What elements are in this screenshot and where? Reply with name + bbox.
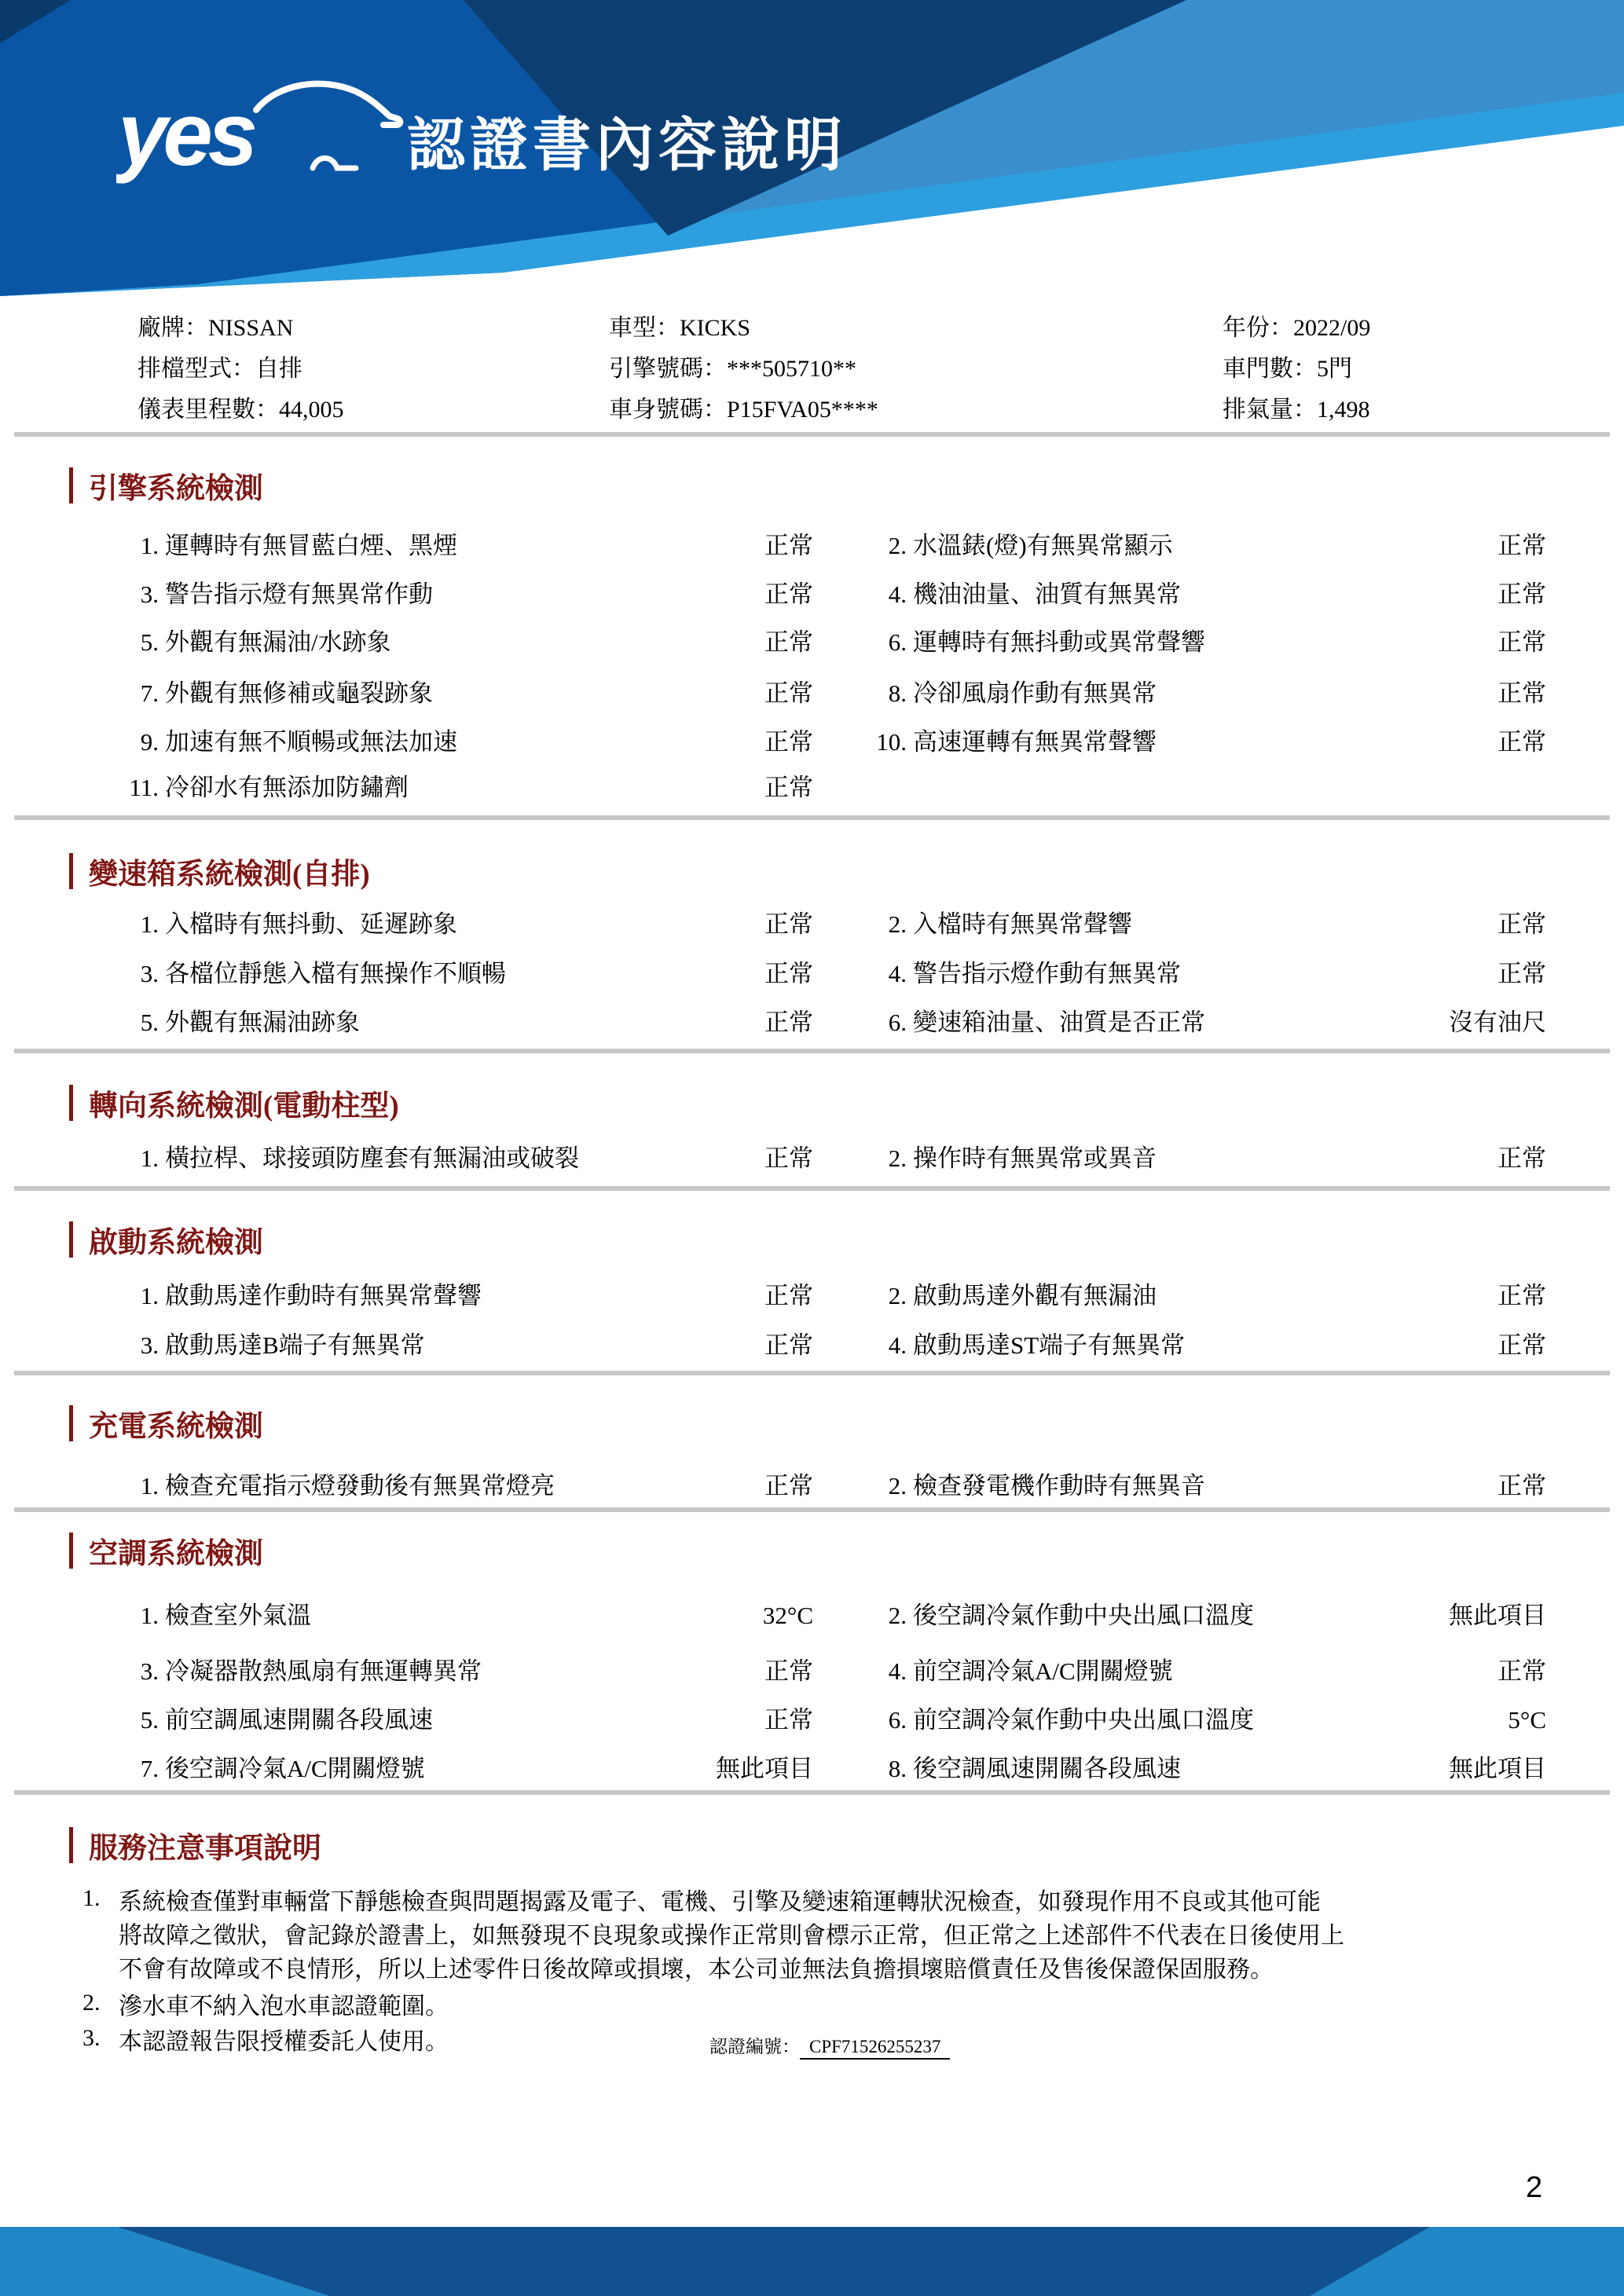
section-title-text: 變速箱系統檢測(自排)	[89, 859, 370, 891]
item-label: 啟動馬達B端子有無異常	[165, 1331, 425, 1359]
item-label: 高速運轉有無異常聲響	[913, 728, 1157, 756]
item-value: 正常	[764, 1657, 813, 1685]
item-number: 7.	[140, 679, 159, 707]
inspection-item	[866, 577, 1546, 612]
note-item	[82, 1990, 1560, 2023]
inspection-item	[866, 529, 1546, 563]
inspection-item	[866, 1703, 1546, 1738]
item-number: 3.	[140, 1657, 159, 1685]
cert-number-label: 認證編號：	[709, 2037, 800, 2056]
item-number: 2.	[888, 1282, 907, 1309]
section-title-bar	[69, 1221, 73, 1258]
item-number: 4.	[888, 960, 907, 987]
inspection-item	[118, 1141, 813, 1176]
section-title-engine	[69, 467, 263, 504]
inspection-row	[118, 957, 1546, 991]
item-value: 正常	[1498, 1472, 1546, 1500]
inspection-item	[118, 725, 813, 760]
item-label: 警告指示燈作動有無異常	[913, 960, 1181, 987]
info-line: 年份：2022/09	[1223, 315, 1371, 341]
item-number: 11.	[129, 774, 159, 801]
section-title-bar	[69, 1532, 73, 1569]
inspection-row	[118, 1752, 1546, 1786]
item-value: 正常	[764, 1706, 813, 1734]
item-label: 外觀有無漏油/水跡象	[165, 628, 391, 656]
item-label: 後空調冷氣A/C開關燈號	[165, 1755, 425, 1782]
separator	[14, 815, 1610, 820]
note-item	[82, 1885, 1560, 1987]
inspection-row	[118, 1005, 1546, 1040]
item-label: 加速有無不順暢或無法加速	[165, 728, 457, 756]
section-title-transmission	[69, 852, 370, 890]
inspection-item	[118, 957, 813, 991]
note-line: 不會有故障或不良情形，所以上述零件日後故障或損壞，本公司並無法負擔損壞賠償責任及售後保證保固服務。	[119, 1957, 1274, 1983]
item-label: 運轉時有無抖動或異常聲響	[913, 628, 1205, 656]
item-number: 5.	[140, 1706, 159, 1734]
item-label: 操作時有無異常或異音	[913, 1144, 1157, 1172]
item-label: 入檔時有無抖動、延遲跡象	[165, 910, 457, 938]
item-label: 各檔位靜態入檔有無操作不順暢	[165, 960, 506, 987]
section-title-bar	[69, 1405, 73, 1441]
yes-logo	[116, 68, 407, 190]
section-title-steering	[69, 1084, 399, 1122]
inspection-item	[118, 1005, 813, 1040]
item-number: 3.	[140, 580, 159, 608]
inspection-item	[866, 625, 1546, 660]
separator	[14, 1790, 1610, 1795]
item-value: 無此項目	[1449, 1602, 1546, 1629]
separator	[14, 1507, 1610, 1512]
section-title-bar	[69, 467, 73, 504]
inspection-row	[118, 625, 1546, 660]
inspection-item	[866, 1328, 1546, 1363]
section-title-notes	[69, 1826, 321, 1864]
item-number: 8.	[888, 679, 907, 707]
inspection-item	[118, 1703, 813, 1738]
inspection-item	[866, 771, 1546, 805]
note-number: 3.	[82, 2025, 101, 2051]
item-label: 運轉時有無冒藍白煙、黑煙	[165, 532, 457, 559]
inspection-row	[118, 907, 1546, 942]
item-value: 正常	[1498, 910, 1546, 938]
section-title-text: 充電系統檢測	[89, 1411, 263, 1443]
section-title-text: 空調系統檢測	[89, 1538, 263, 1570]
inspection-item	[118, 1469, 813, 1503]
item-value: 沒有油尺	[1449, 1009, 1546, 1036]
item-number: 1.	[140, 532, 159, 559]
section-title-charging	[69, 1404, 263, 1442]
info-line: 車門數：5門	[1223, 356, 1352, 382]
inspection-item	[866, 1598, 1546, 1633]
item-number: 1.	[140, 1144, 159, 1172]
item-value: 正常	[764, 580, 813, 608]
inspection-item	[118, 1752, 813, 1786]
item-number: 5.	[140, 628, 159, 656]
vehicle-info-col1	[137, 309, 344, 432]
item-number: 4.	[888, 1331, 907, 1359]
item-value: 5°C	[1508, 1706, 1546, 1734]
item-value: 正常	[1498, 580, 1546, 608]
inspection-row	[118, 1598, 1546, 1633]
item-number: 2.	[888, 1472, 907, 1500]
item-number: 8.	[888, 1755, 907, 1782]
item-value: 正常	[764, 910, 813, 938]
item-number: 7.	[140, 1755, 159, 1782]
item-value: 正常	[764, 1009, 813, 1036]
inspection-row	[118, 1654, 1546, 1689]
inspection-item	[866, 725, 1546, 760]
inspection-item	[866, 1279, 1546, 1313]
inspection-item	[866, 1752, 1546, 1786]
item-number: 2.	[888, 910, 907, 938]
inspection-item	[118, 907, 813, 942]
section-title-ac	[69, 1532, 263, 1569]
section-title-bar	[69, 1085, 73, 1121]
info-line: 車型：KICKS	[609, 315, 751, 341]
cert-number	[709, 2032, 950, 2058]
section-title-text: 引擎系統檢測	[89, 473, 263, 505]
item-number: 1.	[140, 910, 159, 938]
item-value: 正常	[1498, 628, 1546, 656]
info-line: 廠牌：NISSAN	[137, 315, 294, 341]
inspection-item	[118, 771, 813, 805]
note-line: 系統檢查僅對車輛當下靜態檢查與問題揭露及電子、電機、引擎及變速箱運轉狀況檢查，如發現作用不良或其他可能	[119, 1889, 1321, 1915]
inspection-row	[118, 1279, 1546, 1313]
inspection-row	[118, 529, 1546, 563]
item-value: 正常	[764, 1331, 813, 1359]
item-label: 檢查發電機作動時有無異音	[913, 1472, 1205, 1500]
item-label: 警告指示燈有無異常作動	[165, 580, 433, 608]
note-line: 將故障之徵狀，會記錄於證書上，如無發現不良現象或操作正常則會標示正常，但正常之上述部件不代表在日後使用上	[119, 1923, 1344, 1949]
info-line: 儀表里程數：44,005	[137, 397, 344, 423]
item-value: 正常	[764, 728, 813, 756]
inspection-item	[866, 957, 1546, 991]
page-header	[0, 0, 1624, 330]
vehicle-info-col2	[609, 309, 878, 432]
inspection-item	[118, 1328, 813, 1363]
item-label: 外觀有無修補或龜裂跡象	[165, 679, 433, 707]
item-value: 正常	[1498, 1282, 1546, 1309]
item-number: 3.	[140, 1331, 159, 1359]
item-number: 9.	[140, 728, 159, 756]
inspection-row	[118, 577, 1546, 612]
inspection-item	[118, 529, 813, 563]
item-number: 6.	[888, 1706, 907, 1734]
note-body	[119, 1885, 1560, 1987]
page-footer	[0, 2227, 1624, 2296]
section-title-starting	[69, 1221, 263, 1258]
item-number: 10.	[876, 728, 907, 756]
item-value: 正常	[1498, 1144, 1546, 1172]
inspection-row	[118, 771, 1546, 805]
inspection-item	[866, 1141, 1546, 1176]
inspection-item	[118, 1279, 813, 1313]
item-number: 4.	[888, 1657, 907, 1685]
item-label: 啟動馬達作動時有無異常聲響	[165, 1282, 482, 1309]
item-number: 2.	[888, 532, 907, 559]
item-value: 正常	[764, 960, 813, 987]
item-value: 正常	[764, 532, 813, 559]
item-number: 5.	[140, 1009, 159, 1036]
item-label: 檢查室外氣溫	[165, 1602, 311, 1629]
section-title-text: 轉向系統檢測(電動柱型)	[89, 1090, 399, 1122]
item-label: 前空調風速開關各段風速	[165, 1706, 433, 1734]
item-value: 正常	[1498, 960, 1546, 987]
section-title-bar	[69, 853, 73, 889]
section-title-text: 服務注意事項說明	[89, 1833, 321, 1865]
inspection-item	[118, 625, 813, 660]
cert-number-value: CPF71526255237	[800, 2037, 950, 2060]
item-value: 正常	[1498, 728, 1546, 756]
item-label: 檢查充電指示燈發動後有無異常燈亮	[165, 1472, 555, 1500]
item-value: 正常	[1498, 532, 1546, 559]
item-label: 後空調冷氣作動中央出風口溫度	[913, 1602, 1254, 1629]
inspection-item	[866, 1654, 1546, 1689]
info-line: 排檔型式：自排	[137, 356, 302, 382]
item-value: 正常	[764, 1282, 813, 1309]
item-label: 機油油量、油質有無異常	[913, 580, 1181, 608]
inspection-row	[118, 676, 1546, 711]
item-value: 正常	[764, 774, 813, 801]
yes-logo-text: yes	[118, 85, 254, 185]
inspection-item	[866, 676, 1546, 711]
item-value: 正常	[764, 679, 813, 707]
inspection-item	[866, 1005, 1546, 1040]
item-number: 6.	[888, 1009, 907, 1036]
inspection-item	[118, 676, 813, 711]
vehicle-info-col3	[1223, 309, 1370, 432]
item-value: 無此項目	[716, 1755, 813, 1782]
item-label: 變速箱油量、油質是否正常	[913, 1009, 1205, 1036]
info-line: 車身號碼：P15FVA05****	[609, 397, 878, 423]
item-number: 3.	[140, 960, 159, 987]
item-value: 32°C	[762, 1602, 813, 1629]
item-label: 橫拉桿、球接頭防塵套有無漏油或破裂	[165, 1144, 579, 1172]
separator	[14, 1371, 1610, 1375]
item-number: 4.	[888, 580, 907, 608]
info-line: 排氣量：1,498	[1223, 397, 1370, 423]
inspection-row	[118, 1469, 1546, 1503]
note-number: 2.	[82, 1990, 101, 2016]
separator	[14, 1186, 1610, 1191]
section-title-text: 啟動系統檢測	[89, 1227, 263, 1259]
note-line: 本認證報告限授權委託人使用。	[119, 2029, 449, 2055]
item-value: 正常	[764, 1472, 813, 1500]
item-label: 入檔時有無異常聲響	[913, 910, 1132, 938]
item-number: 2.	[888, 1602, 907, 1629]
inspection-item	[118, 1654, 813, 1689]
item-number: 1.	[140, 1472, 159, 1500]
inspection-item	[866, 1469, 1546, 1503]
item-label: 前空調冷氣作動中央出風口溫度	[913, 1706, 1254, 1734]
inspection-row	[118, 1328, 1546, 1363]
item-label: 冷卻風扇作動有無異常	[913, 679, 1157, 707]
item-value: 正常	[764, 628, 813, 656]
inspection-item	[118, 577, 813, 612]
item-label: 冷凝器散熱風扇有無運轉異常	[165, 1657, 482, 1685]
inspection-row	[118, 1141, 1546, 1176]
page-number: 2	[1526, 2171, 1543, 2204]
inspection-row	[118, 725, 1546, 760]
section-title-bar	[69, 1827, 73, 1863]
car-outline-icon	[256, 84, 400, 168]
item-value: 正常	[1498, 679, 1546, 707]
item-number: 1.	[140, 1602, 159, 1629]
item-value: 正常	[1498, 1657, 1546, 1685]
item-label: 啟動馬達ST端子有無異常	[913, 1331, 1186, 1359]
separator	[14, 1049, 1610, 1053]
item-number: 6.	[888, 628, 907, 656]
item-label: 外觀有無漏油跡象	[165, 1009, 360, 1036]
item-value: 正常	[764, 1144, 813, 1172]
separator	[14, 432, 1610, 437]
inspection-item	[118, 1598, 813, 1633]
item-value: 正常	[1498, 1331, 1546, 1359]
item-label: 水溫錶(燈)有無異常顯示	[913, 532, 1173, 559]
item-number: 2.	[888, 1144, 907, 1172]
note-number: 1.	[82, 1885, 101, 1911]
item-label: 冷卻水有無添加防鏽劑	[165, 774, 409, 801]
item-value: 無此項目	[1449, 1755, 1546, 1782]
item-label: 後空調風速開關各段風速	[913, 1755, 1181, 1782]
info-line: 引擎號碼：***505710**	[609, 356, 856, 382]
inspection-item	[866, 907, 1546, 942]
item-number: 1.	[140, 1282, 159, 1309]
note-line: 滲水車不納入泡水車認證範圍。	[119, 1994, 449, 2020]
page-title: 認證書內容說明	[407, 112, 847, 178]
item-label: 前空調冷氣A/C開關燈號	[913, 1657, 1173, 1685]
footer-shape-dark	[0, 2227, 1624, 2296]
inspection-row	[118, 1703, 1546, 1738]
item-label: 啟動馬達外觀有無漏油	[913, 1282, 1157, 1309]
